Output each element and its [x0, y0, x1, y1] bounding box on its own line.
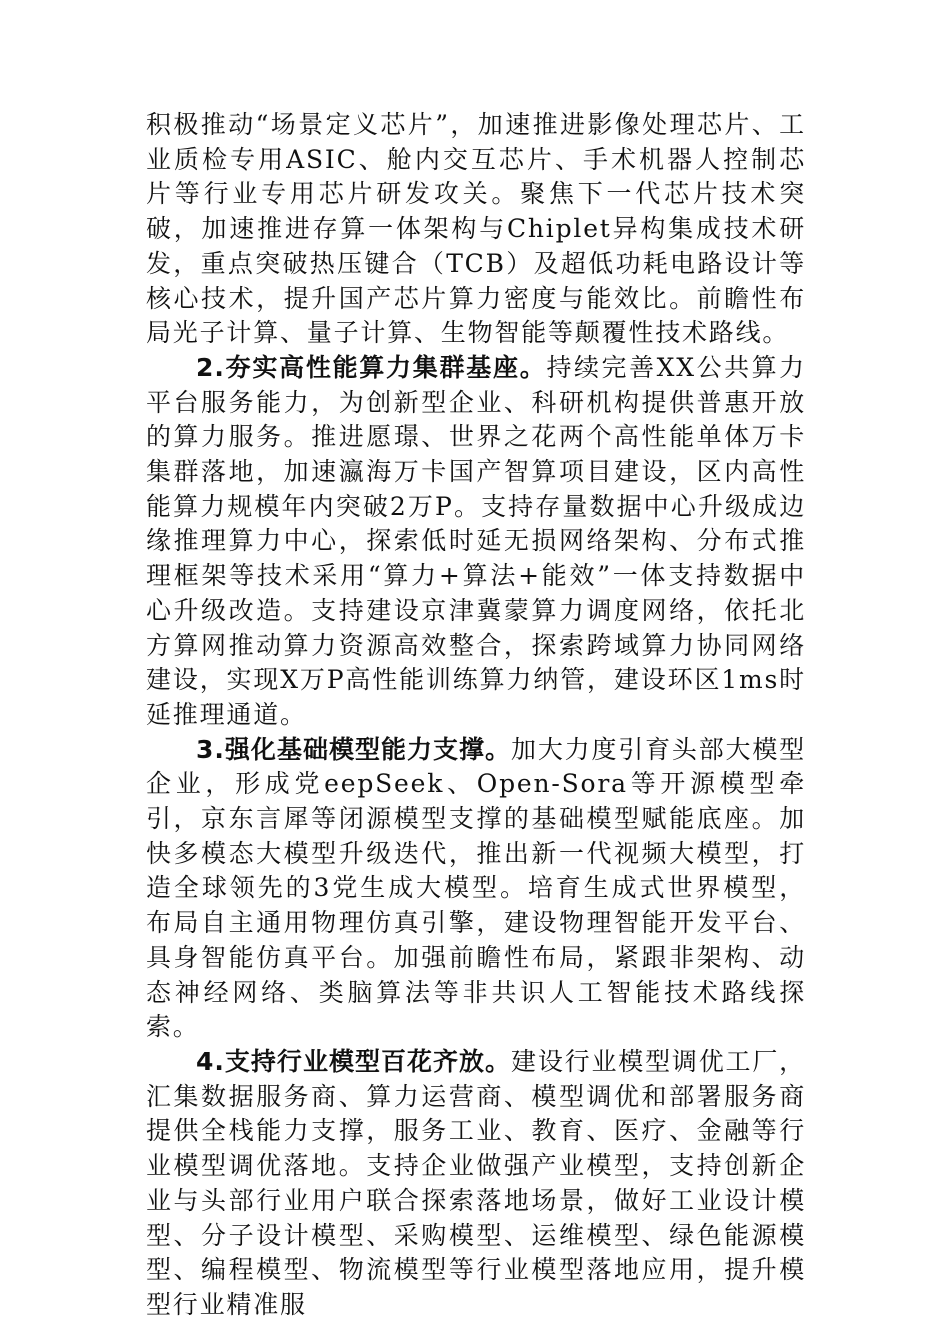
paragraph-heading: 3.强化基础模型能力支撑。	[196, 734, 512, 764]
paragraph-text: 持续完善XX公共算力平台服务能力，为创新型企业、科研机构提供普惠开放的算力服务。推进愿璟、世界之花两个高性能单体万卡集群落地，加速瀛海万卡国产智算项目建设，区内高性能算力规模年内突破2万P。支持存量数据中心升级成边缘推理算力中心，探索低时延无损网络架构、分布式推理框架等技术采用“算力+算法+能效”一体支持数据中心升级改造。支持建设京津冀蒙算力调度网络，依托北方算网推动算力资源高效整合，探索跨域算力协同网络建设，实现X万P高性能训练算力纳管，建设环区1ms时延推理通道。	[146, 352, 806, 729]
paragraph-chip-development	[146, 108, 806, 351]
paragraph-text: 建设行业模型调优工厂，汇集数据服务商、算力运营商、模型调优和部署服务商提供全栈能力支撑，服务工业、教育、医疗、金融等行业模型调优落地。支持企业做强产业模型，支持创新企业与头部行业用户联合探索落地场景，做好工业设计模型、分子设计模型、采购模型、运维模型、绿色能源模型、编程模型、物流模型等行业模型落地应用，提升模型行业精准服	[146, 1046, 806, 1319]
paragraph-foundation-models	[146, 733, 806, 1045]
paragraph-text: 积极推动“场景定义芯片”，加速推进影像处理芯片、工业质检专用ASIC、舱内交互芯片、手术机器人控制芯片等行业专用芯片研发攻关。聚焦下一代芯片技术突破，加速推进存算一体架构与Chiplet异构集成技术研发，重点突破热压键合（TCB）及超低功耗电路设计等核心技术，提升国产芯片算力密度与能效比。前瞻性布局光子计算、量子计算、生物智能等颠覆性技术路线。	[146, 110, 806, 348]
paragraph-heading: 4.支持行业模型百花齐放。	[196, 1046, 512, 1076]
paragraph-compute-cluster	[146, 351, 806, 733]
document-page	[146, 108, 806, 1323]
paragraph-heading: 2.夯实高性能算力集群基座。	[196, 352, 547, 382]
paragraph-industry-models	[146, 1045, 806, 1323]
paragraph-text: 加大力度引育头部大模型企业，形成党eepSeek、Open-Sora等开源模型牵引，京东言犀等闭源模型支撑的基础模型赋能底座。加快多模态大模型升级迭代，推出新一代视频大模型，打造全球领先的3党生成大模型。培育生成式世界模型，布局自主通用物理仿真引擎，建设物理智能开发平台、具身智能仿真平台。加强前瞻性布局，紧跟非架构、动态神经网络、类脑算法等非共识人工智能技术路线探索。	[146, 734, 806, 1042]
